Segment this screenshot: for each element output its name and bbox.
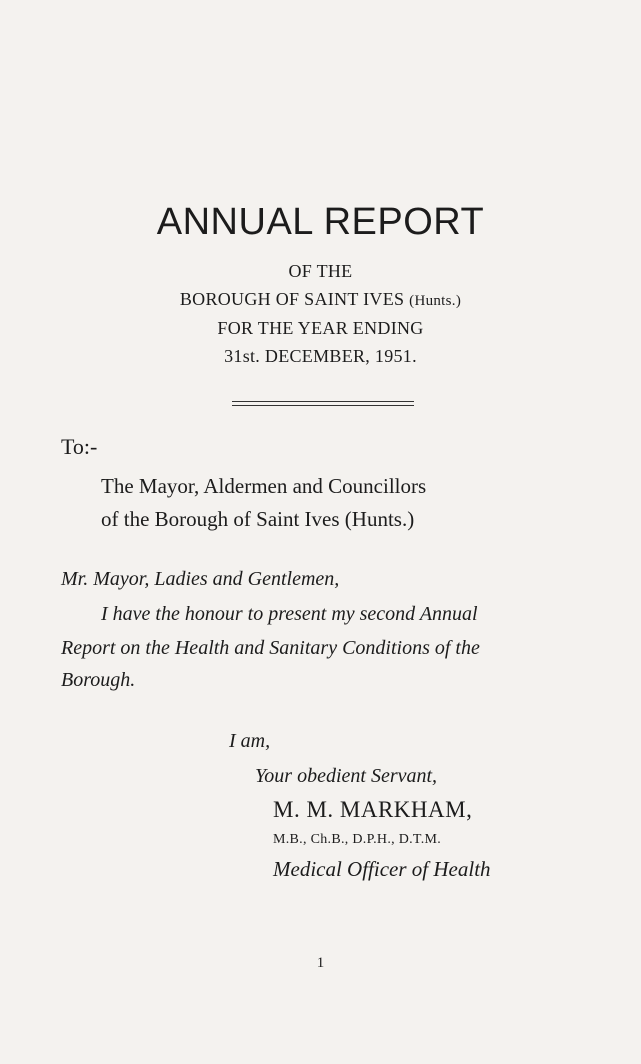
letter-body-line-3: Borough. xyxy=(61,669,136,691)
salutation: Mr. Mayor, Ladies and Gentlemen, xyxy=(61,568,340,590)
signatory-name: M. M. MARKHAM, xyxy=(273,797,473,822)
double-rule-top xyxy=(232,401,414,402)
signatory-office: Medical Officer of Health xyxy=(273,857,491,881)
letter-body-line-1: I have the honour to present my second Annual xyxy=(101,603,478,625)
address-to: To:- xyxy=(61,434,98,459)
address-line-1: The Mayor, Aldermen and Councillors xyxy=(101,474,427,498)
letter-body-line-2: Report on the Health and Sanitary Conditions of the xyxy=(61,637,480,659)
heading-of-the: OF THE xyxy=(288,261,353,281)
report-title: ANNUAL REPORT xyxy=(156,201,485,243)
heading-year-ending: FOR THE YEAR ENDING xyxy=(217,318,424,338)
double-rule-bottom xyxy=(232,405,414,406)
heading-borough-county: (Hunts.) xyxy=(409,293,462,309)
heading-borough-name: BOROUGH OF SAINT IVES xyxy=(179,289,405,309)
page-number: 1 xyxy=(316,955,325,971)
heading-date: 31st. DECEMBER, 1951. xyxy=(224,346,417,366)
closing-i-am: I am, xyxy=(229,730,271,752)
closing-servant: Your obedient Servant, xyxy=(255,765,438,787)
signatory-qualifications: M.B., Ch.B., D.P.H., D.T.M. xyxy=(273,832,442,847)
address-line-2: of the Borough of Saint Ives (Hunts.) xyxy=(101,507,415,531)
heading-borough xyxy=(0,289,641,310)
